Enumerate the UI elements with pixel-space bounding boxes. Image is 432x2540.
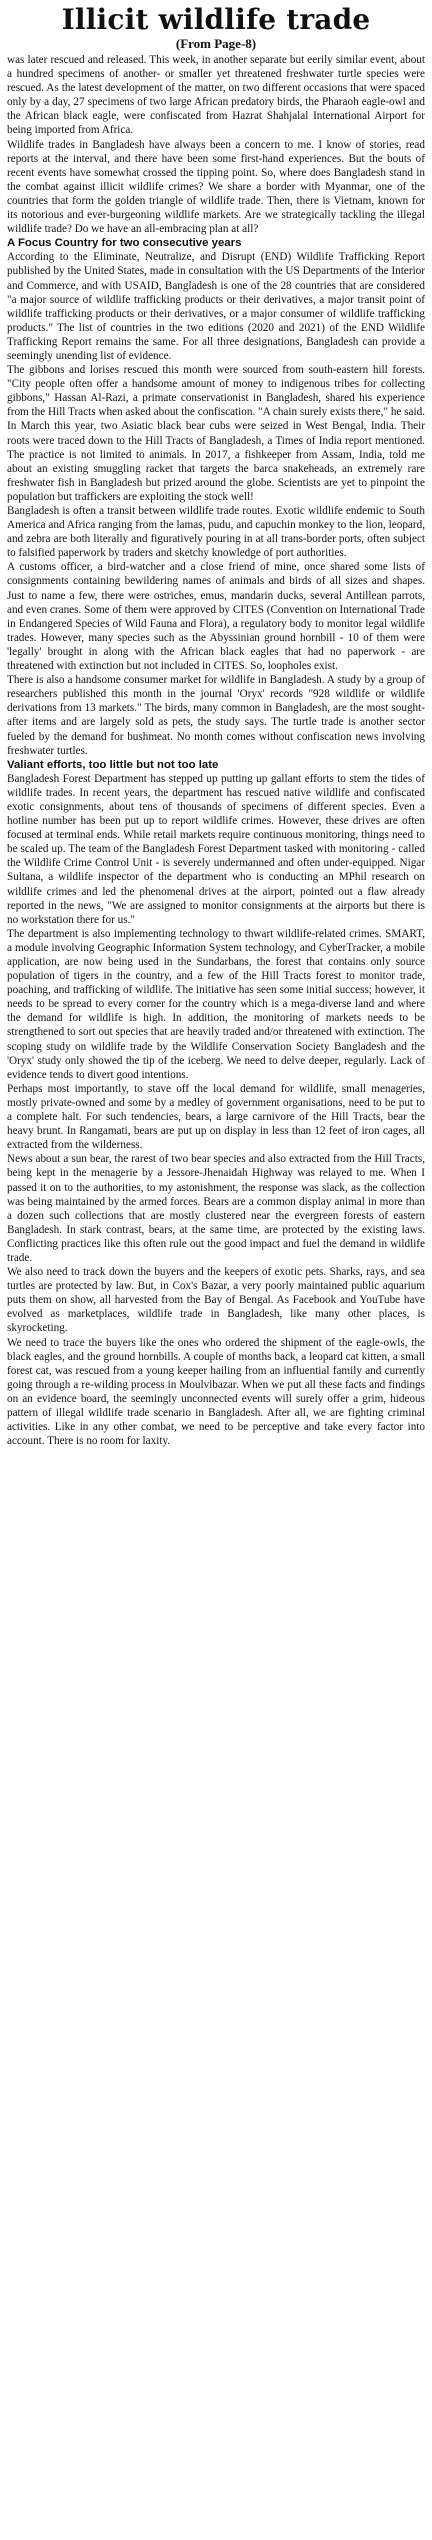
headline: Illicit wildlife trade — [61, 4, 371, 36]
paragraph: According to the Eliminate, Neutralize, and Disrupt (END) Wildlife Trafficking Report published by the United States, made in consultation with the US Departments of the Interior and Commerce, and with USAID, Bangladesh is one of the 28 countries that are considered "a major source of wildlife trafficking products or their derivatives, a major transit point of wildlife trafficking products or their derivatives, or a major consumer of wildlife trafficking products." The list of countries in the two editions (2020 and 2021) of the END Wildlife Trafficking Report remains the same. For all three designations, Bangladesh can provide a seemingly unending list of evidence. — [7, 251, 425, 362]
paragraph: A customs officer, a bird-watcher and a close friend of mine, once shared some lists of consignments containing bewildering names of animals and birds of all sizes and shapes. Just to name a few, there were ostriches, emus, mandarin ducks, several Antillean parrots, and even cranes. Some of them were approved by CITES (Convention on International Trade in Endangered Species of Wild Fauna and Flora), a regulatory body to monitor legal wildlife trades. However, many species such as the Abyssinian ground hornbill - 10 of them were 'legally' brought in along with the African black eagles that had no paperwork - are threatened with extinction but not included in CITES. So, loopholes exist. — [7, 561, 425, 673]
continuation-note: (From Page-8) — [175, 36, 257, 51]
paragraph: was later rescued and released. This week, in another separate but eerily similar event, about a hundred specimens of another- or smaller yet threatened freshwater turtle species were rescued. As the latest development of the matter, on two different occasions that were spaced only by a day, 27 specimens of two large African predatory birds, the Pharaoh eagle-owl and the African black eagle, were confiscated from Hazrat Shahjalal International Airport for being imported from Africa. — [7, 54, 425, 137]
paragraph: In March this year, two Asiatic black bear cubs were seized in West Bengal, India. Their roots were traced down to the Hill Tracts of Bangladesh, a Times of India report mentioned. The practice is not limited to animals. In 2017, a fishkeeper from Assam, India, told me about an existing smuggling racket that targets the barca snakeheads, an extremely rare freshwater fish in Bangladesh but prized around the globe. Scientists are yet to pinpoint the population but traffickers are exploiting the stock well! — [7, 420, 425, 503]
paragraph: The gibbons and lorises rescued this month were sourced from south-eastern hill forests. "City people often offer a handsome amount of money to indigenous tribes for collecting gibbons," Hassan Al-Razi, a primate conservationist in Bangladesh, shared his experience from the Hill Tracts when asked about the confiscation. "A chain surely exists there," he said. — [7, 364, 425, 419]
subhead-valiant-efforts: Valiant efforts, too little but not too late — [7, 758, 219, 771]
paragraph: We also need to track down the buyers and the keepers of exotic pets. Sharks, rays, and sea turtles are protected by law. But, in Cox's Bazar, a very poorly maintained public aquarium puts them on show, all harvested from the Bay of Bengal. As Facebook and YouTube have evolved as marketplaces, wildlife trade in Bangladesh, like many other places, is skyrocketing. — [7, 1266, 425, 1335]
paragraph: Wildlife trades in Bangladesh have always been a concern to me. I know of stories, read reports at the interval, and there have been some first-hand experiences. But the bouts of recent events have somewhat crossed the tipping point. So, where does Bangladesh stand in the combat against illicit wildlife crimes? We share a border with Myanmar, one of the countries that form the golden triangle of wildlife trade. Then, there is Vietnam, known for its notorious and ever-burgeoning wildlife markets. Are we strategically tackling the illegal wildlife trade? Do we have an all-embracing plan at all? — [7, 138, 425, 236]
article — [7, 4, 425, 2536]
subhead-focus-country: A Focus Country for two consecutive years — [7, 237, 242, 250]
paragraph: Bangladesh Forest Department has stepped up putting up gallant efforts to stem the tides of wildlife trades. In recent years, the department has rescued native wildlife and confiscated exotic consignments, about tens of thousands of specimens of different species. Even a hotline number has been put up to report wildlife crimes. However, these drives are often focused at terminal ends. While retail markets require continuous monitoring, things need to be scaled up. The team of the Bangladesh Forest Department tasked with monitoring - called the Wildlife Crime Control Unit - is severely undermanned and often under-equipped. Nigar Sultana, a wildlife inspector of the department who is conducting an MPhil research on wildlife crimes and led the phenomenal drives at the airport, pointed out a flaw already reported in the news, "We are assigned to monitor consignments at the airports but there is no workstation there for us." — [7, 772, 425, 926]
paragraph: Perhaps most importantly, to stave off the local demand for wildlife, small menageries, mostly private-owned and some by a medley of government organisations, need to be put to a complete halt. For such tendencies, bears, a large carnivore of the Hill Tracts, bear the heavy brunt. In Rangamati, bears are put up on display in less than 12 feet of iron cages, all extracted from the wilderness. — [7, 1082, 425, 1152]
paragraph: News about a sun bear, the rarest of two bear species and also extracted from the Hill Tracts, being kept in the menagerie by a Jessore-Jhenaidah Highway was relayed to me. When I passed it on to the authorities, to my astonishment, the response was slack, as the collection was being maintained by the armed forces. Bears are a common display animal in more than a dozen such collections that are mostly clustered near the evergreen forests of eastern Bangladesh. In stark contrast, bears, at the same time, are protected by the existing laws. Conflicting practices like this often rule out the good impact and fuel the demand in wildlife trade. — [7, 1153, 425, 1264]
paragraph: We need to trace the buyers like the ones who ordered the shipment of the eagle-owls, the black eagles, and the ground hornbills. A couple of months back, a leopard cat kitten, a small forest cat, was rescued from a young keeper hailing from an influential family and currently going through a re-wilding process in Moulvibazar. When we put all these facts and findings on an evidence board, the seemingly unconnected events will surely offer a grim, hideous pattern of illegal wildlife trade scenario in Bangladesh. After all, we are fighting criminal activities. Like in any other combat, we need to be perceptive and take every factor into account. There is no room for laxity. — [7, 1336, 425, 1448]
paragraph: The department is also implementing technology to thwart wildlife-related crimes. SMART, a module involving Geographic Information System technology, and CyberTracker, a mobile application, are now being used in the Sundarbans, the forest that contains only source population of tigers in the country, and a few of the Hill Tracts forest to monitor trade, poaching, and trafficking of wildlife. The initiative has seen some initial success; however, it needs to be spread to every corner for the country which is a mega-diverse land and where the demand for wildlife is high. In addition, the monitoring of markets needs to be strengthened to sort out species that are heavily traded and/or threatened with extinction. The scoping study on wildlife trade by the Wildlife Conservation Society Bangladesh and the 'Oryx' study only showed the tip of the iceberg. We need to delve deeper, regularly. Lack of evidence tends to divert good intentions. — [7, 927, 425, 1081]
paragraph: Bangladesh is often a transit between wildlife trade routes. Exotic wildlife endemic to South America and Africa ranging from the lamas, pudu, and capuchin monkey to the lion, leopard, and zebra are both literally and figuratively pouring in at all trans-border ports, often subject to falsified paperwork by traders and sketchy knowledge of port authorities. — [7, 505, 425, 560]
paragraph: There is also a handsome consumer market for wildlife in Bangladesh. A study by a group of researchers published this month in the journal 'Oryx' records "928 wildlife or wildlife derivations from 13 markets." The birds, many common in Bangladesh, are the most sought-after items and are largely sold as pets, the study says. The turtle trade is another sector fueled by the demand for bushmeat. No month comes without confiscation news involving freshwater turtles. — [7, 674, 425, 757]
